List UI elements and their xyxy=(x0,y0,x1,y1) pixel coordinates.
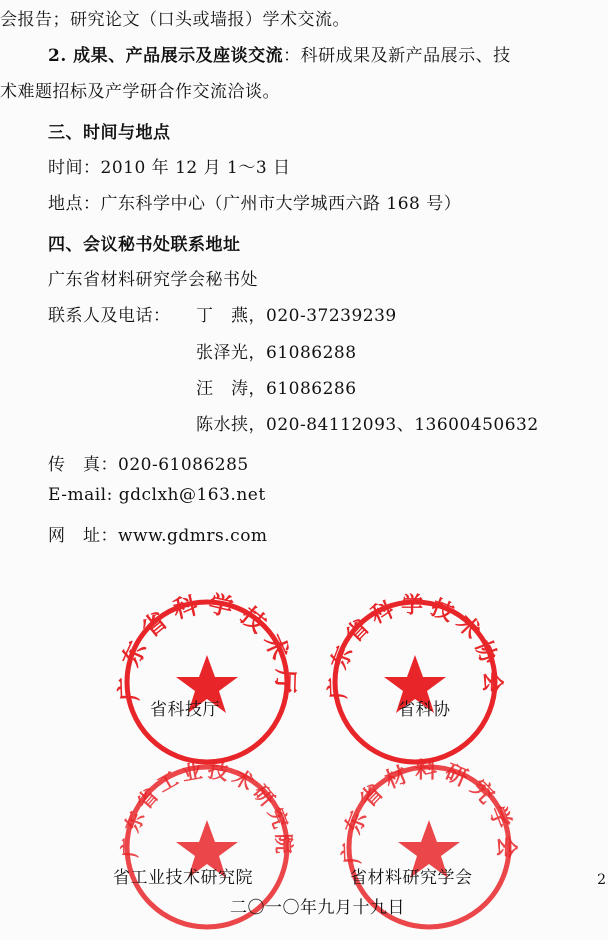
seal-stamp-graphic xyxy=(114,589,300,767)
svg-text:广东省工业技术研究院: 广东省工业技术研究院 xyxy=(117,757,297,858)
section-4-heading: 四、会议秘书处联系地址 xyxy=(48,235,241,255)
fax-line: 传 真：020-61086285 xyxy=(48,455,249,475)
svg-text:广东省科学技术协会: 广东省科学技术协会 xyxy=(325,593,505,700)
item-2-line xyxy=(48,41,511,66)
page-number: 2 xyxy=(597,872,606,888)
section-3-heading: 三、时间与地点 xyxy=(48,123,171,143)
svg-text:广东省科学技术厅: 广东省科学技术厅 xyxy=(114,589,300,702)
item-2-text: ：科研成果及新产品展示、技 xyxy=(283,46,511,66)
signatory-label: 省材料研究学会 xyxy=(350,868,473,888)
item-2-heading: 2. 成果、产品展示及座谈交流 xyxy=(48,46,284,66)
svg-text:广东省材料研究学会: 广东省材料研究学会 xyxy=(339,758,519,865)
place-line: 地点：广东科学中心（广州市大学城西六路 168 号） xyxy=(48,194,462,214)
time-line: 时间：2010 年 12 月 1～3 日 xyxy=(48,158,291,178)
signatory-label: 省工业技术研究院 xyxy=(113,868,253,888)
contact-entry: 汪 涛，61086286 xyxy=(196,379,357,399)
seal-stamp xyxy=(325,593,505,767)
signatory-label: 省科协 xyxy=(398,700,451,720)
seal-stamp xyxy=(114,589,300,767)
contact-entry: 丁 燕，020-37239239 xyxy=(196,306,397,326)
signing-date: 二〇一〇年九月十九日 xyxy=(230,898,405,918)
organization-line: 广东省材料研究学会秘书处 xyxy=(48,270,258,290)
website-line: 网 址：www.gdmrs.com xyxy=(48,526,268,546)
signatory-label: 省科技厅 xyxy=(150,700,220,720)
email-line: E-mail: gdclxh@163.net xyxy=(48,485,266,505)
contact-entry: 陈水挟，020-84112093、13600450632 xyxy=(196,415,539,435)
item-2-continuation: 术难题招标及产学研合作交流洽谈。 xyxy=(0,82,280,102)
contact-entry: 张泽光，61086288 xyxy=(196,343,357,363)
paragraph-line: 会报告；研究论文（口头或墙报）学术交流。 xyxy=(0,10,350,30)
contact-label: 联系人及电话： xyxy=(48,306,171,326)
seal-stamp-graphic xyxy=(325,593,505,767)
